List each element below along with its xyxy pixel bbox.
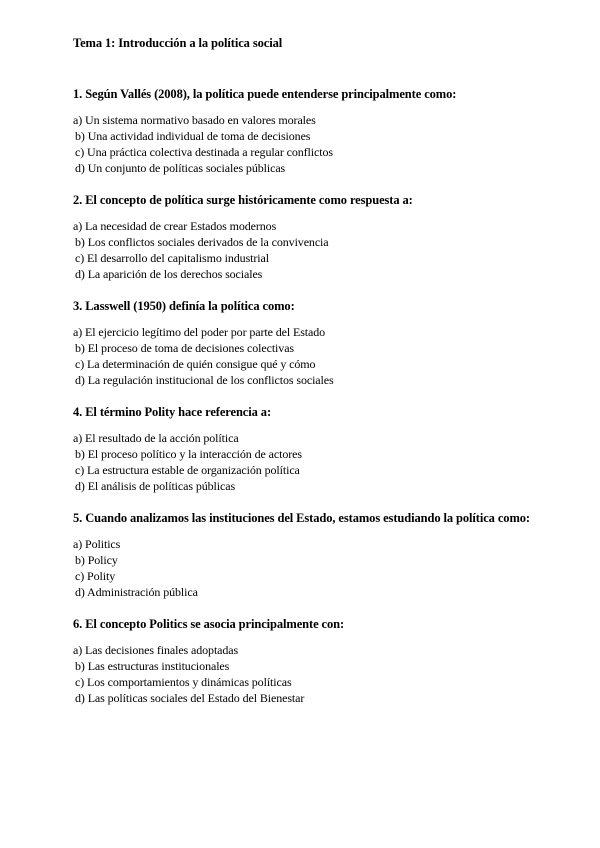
answer-options bbox=[73, 642, 573, 706]
option-c: c) La determinación de quién consigue qué y cómo bbox=[75, 357, 316, 371]
option-c: c) Una práctica colectiva destinada a regular conflictos bbox=[75, 145, 333, 159]
option-c: c) Polity bbox=[75, 569, 116, 583]
option-b: b) El proceso de toma de decisiones colectivas bbox=[75, 341, 294, 355]
answer-options bbox=[73, 218, 573, 282]
option-b: b) Una actividad individual de toma de decisiones bbox=[75, 129, 311, 143]
option-b: b) Las estructuras institucionales bbox=[75, 659, 230, 673]
option-b: b) Los conflictos sociales derivados de la convivencia bbox=[75, 235, 329, 249]
option-a: a) La necesidad de crear Estados modernos bbox=[73, 219, 277, 233]
option-d: d) El análisis de políticas públicas bbox=[75, 479, 236, 493]
answer-options bbox=[73, 324, 573, 388]
option-a: a) Las decisiones finales adoptadas bbox=[73, 643, 239, 657]
option-d: d) Administración pública bbox=[75, 585, 198, 599]
option-c: c) La estructura estable de organización política bbox=[75, 463, 300, 477]
question-4 bbox=[73, 404, 573, 494]
option-d: d) La aparición de los derechos sociales bbox=[75, 267, 263, 281]
question-3 bbox=[73, 298, 573, 388]
question-text: 2. El concepto de política surge históricamente como respuesta a: bbox=[73, 193, 413, 207]
option-a: a) Politics bbox=[73, 537, 121, 551]
question-text: 6. El concepto Politics se asocia principalmente con: bbox=[73, 617, 345, 631]
option-a: a) El resultado de la acción política bbox=[73, 431, 239, 445]
question-6 bbox=[73, 616, 573, 706]
option-a: a) El ejercicio legítimo del poder por parte del Estado bbox=[73, 325, 326, 339]
option-b: b) Policy bbox=[75, 553, 118, 567]
question-5 bbox=[73, 510, 573, 600]
question-text: 5. Cuando analizamos las instituciones del Estado, estamos estudiando la política como: bbox=[73, 511, 530, 525]
option-a: a) Un sistema normativo basado en valores morales bbox=[73, 113, 316, 127]
question-2 bbox=[73, 192, 573, 282]
option-b: b) El proceso político y la interacción de actores bbox=[75, 447, 302, 461]
answer-options bbox=[73, 536, 573, 600]
question-1 bbox=[73, 86, 573, 176]
option-d: d) La regulación institucional de los conflictos sociales bbox=[75, 373, 334, 387]
option-c: c) El desarrollo del capitalismo industrial bbox=[75, 251, 269, 265]
answer-options bbox=[73, 112, 573, 176]
document-title: Tema 1: Introducción a la política social bbox=[73, 36, 283, 50]
answer-options bbox=[73, 430, 573, 494]
question-text: 4. El término Polity hace referencia a: bbox=[73, 405, 272, 419]
option-d: d) Las políticas sociales del Estado del Bienestar bbox=[75, 691, 305, 705]
option-d: d) Un conjunto de políticas sociales públicas bbox=[75, 161, 286, 175]
question-text: 1. Según Vallés (2008), la política puede entenderse principalmente como: bbox=[73, 87, 457, 101]
question-text: 3. Lasswell (1950) definía la política como: bbox=[73, 299, 295, 313]
option-c: c) Los comportamientos y dinámicas políticas bbox=[75, 675, 292, 689]
